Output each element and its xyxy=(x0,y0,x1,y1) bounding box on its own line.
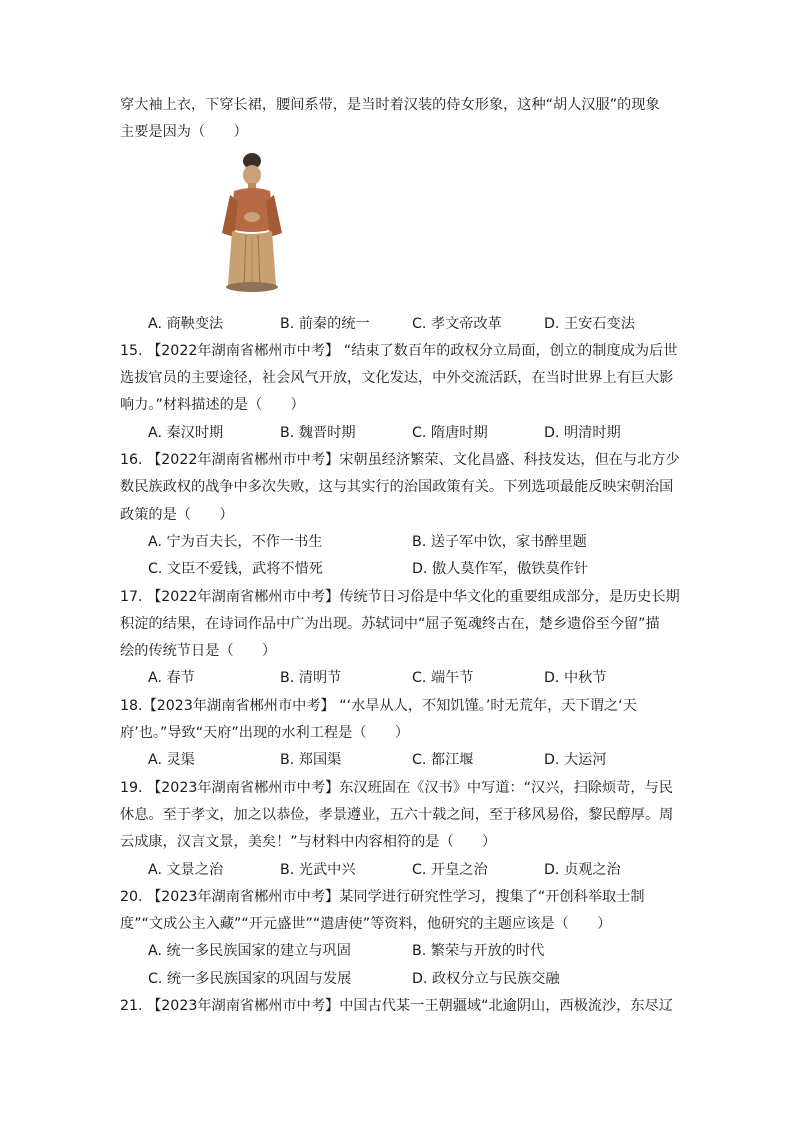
question-17-line-2: 积淀的结果，在诗词作品中广为出现。苏轼词中“屈子冤魂终古在，楚乡遗俗至今留”描 xyxy=(120,615,660,632)
option-a[interactable]: A. 商鞅变法 xyxy=(148,315,224,332)
option-c[interactable]: C. 文臣不爱钱，武将不惜死 xyxy=(148,561,323,578)
question-16-line-1: 16. 【2022年湖南省郴州市中考】宋朝虽经济繁荣、文化昌盛、科技发达，但在与北方少 xyxy=(120,452,680,469)
option-a[interactable]: A. 宁为百夫长，不作一书生 xyxy=(148,533,323,550)
question-19-line-2: 休息。至于孝文，加之以恭俭，孝景遵业，五六十载之间，至于移风易俗，黎民醇厚。周 xyxy=(120,806,674,823)
option-b[interactable]: B. 郑国渠 xyxy=(280,752,342,769)
question-18-line-2: 府’也。”导致“天府”出现的水利工程是（ ） xyxy=(120,725,410,742)
question-18-line-1: 18.【2023年湖南省郴州市中考】 “‘水旱从人，不知饥馑。’时无荒年，天下谓之‘天 xyxy=(120,697,637,714)
option-d[interactable]: D. 贞观之治 xyxy=(544,861,621,878)
question-17-line-1: 17. 【2022年湖南省郴州市中考】传统节日习俗是中华文化的重要组成部分，是历史长期 xyxy=(120,588,680,605)
question-21-line-1: 21. 【2023年湖南省郴州市中考】中国古代某一王朝疆域“北逾阴山，西极流沙，东尽辽 xyxy=(120,998,673,1015)
option-c[interactable]: C. 隋唐时期 xyxy=(412,424,488,441)
question-19-options xyxy=(120,857,676,884)
figure-container xyxy=(120,147,676,311)
question-16-options-row-2 xyxy=(120,556,676,583)
option-c[interactable]: C. 端午节 xyxy=(412,670,474,687)
option-c[interactable]: C. 都江堰 xyxy=(412,752,474,769)
option-c[interactable]: C. 孝文帝改革 xyxy=(412,315,502,332)
option-b[interactable]: B. 送子军中饮，家书醉里题 xyxy=(412,533,587,550)
question-19-line-3: 云成康，汉言文景，美矣！”与材料中内容相符的是（ ） xyxy=(120,834,497,851)
option-d[interactable]: D. 大运河 xyxy=(544,752,607,769)
option-a[interactable]: A. 文景之治 xyxy=(148,861,224,878)
option-d[interactable]: D. 政权分立与民族交融 xyxy=(412,970,560,987)
question-16 xyxy=(120,447,680,583)
option-d[interactable]: D. 中秋节 xyxy=(544,670,607,687)
question-16-line-3: 政策的是（ ） xyxy=(120,506,234,523)
option-a[interactable]: A. 灵渠 xyxy=(148,752,195,769)
option-d[interactable]: D. 王安石变法 xyxy=(544,315,635,332)
question-14-options xyxy=(120,311,676,338)
option-d[interactable]: D. 傲人莫作军，傲铁莫作针 xyxy=(412,561,589,578)
tang-maid-figurine-image xyxy=(216,151,288,293)
option-a[interactable]: A. 统一多民族国家的建立与巩固 xyxy=(148,943,351,960)
question-17-line-3: 绘的传统节日是（ ） xyxy=(120,643,277,660)
option-b[interactable]: B. 繁荣与开放的时代 xyxy=(412,943,545,960)
option-c[interactable]: C. 统一多民族国家的巩固与发展 xyxy=(148,970,352,987)
question-20 xyxy=(120,884,676,993)
question-18-options xyxy=(120,747,676,774)
option-b[interactable]: B. 前秦的统一 xyxy=(280,315,370,332)
question-16-options-row-1 xyxy=(120,529,676,556)
question-17 xyxy=(120,584,680,693)
question-20-line-1: 20. 【2023年湖南省郴州市中考】某同学进行研究性学习，搜集了“开创科举取士制 xyxy=(120,888,645,905)
option-a[interactable]: A. 秦汉时期 xyxy=(148,424,224,441)
question-15-options xyxy=(120,420,676,447)
question-19-line-1: 19. 【2023年湖南省郴州市中考】东汉班固在《汉书》中写道：“汉兴，扫除烦苛，与民 xyxy=(120,779,673,796)
option-d[interactable]: D. 明清时期 xyxy=(544,424,621,441)
question-16-line-2: 数民族政权的战争中多次失败，这与其实行的治国政策有关。下列选项最能反映宋朝治国 xyxy=(120,479,674,496)
question-14-line-2: 主要是因为（ ） xyxy=(120,124,248,141)
question-17-options xyxy=(120,665,676,692)
question-20-options-row-2 xyxy=(120,966,676,993)
question-20-options-row-1 xyxy=(120,938,676,965)
question-14-line-1: 穿大袖上衣，下穿长裙，腰间系带，是当时着汉装的侍女形象，这种“胡人汉服”的现象 xyxy=(120,97,660,113)
question-14 xyxy=(120,92,676,338)
question-15-line-1: 15. 【2022年湖南省郴州市中考】 “结束了数百年的政权分立局面，创立的制度成为后世 xyxy=(120,342,678,359)
question-15 xyxy=(120,338,676,447)
option-c[interactable]: C. 开皇之治 xyxy=(412,861,488,878)
question-19 xyxy=(120,775,676,884)
option-b[interactable]: B. 魏晋时期 xyxy=(280,424,356,441)
question-15-line-2: 选拔官员的主要途径，社会风气开放，文化发达，中外交流活跃，在当时世界上有巨大影 xyxy=(120,370,674,387)
option-b[interactable]: B. 光武中兴 xyxy=(280,861,356,878)
question-21 xyxy=(120,993,676,1020)
option-a[interactable]: A. 春节 xyxy=(148,670,195,687)
option-b[interactable]: B. 清明节 xyxy=(280,670,342,687)
question-15-line-3: 响力。”材料描述的是（ ） xyxy=(120,397,305,414)
question-18 xyxy=(120,693,676,775)
question-list xyxy=(120,92,680,1020)
question-20-line-2: 度”“文成公主入藏”“开元盛世”“遣唐使”等资料，他研究的主题应该是（ ） xyxy=(120,916,612,933)
